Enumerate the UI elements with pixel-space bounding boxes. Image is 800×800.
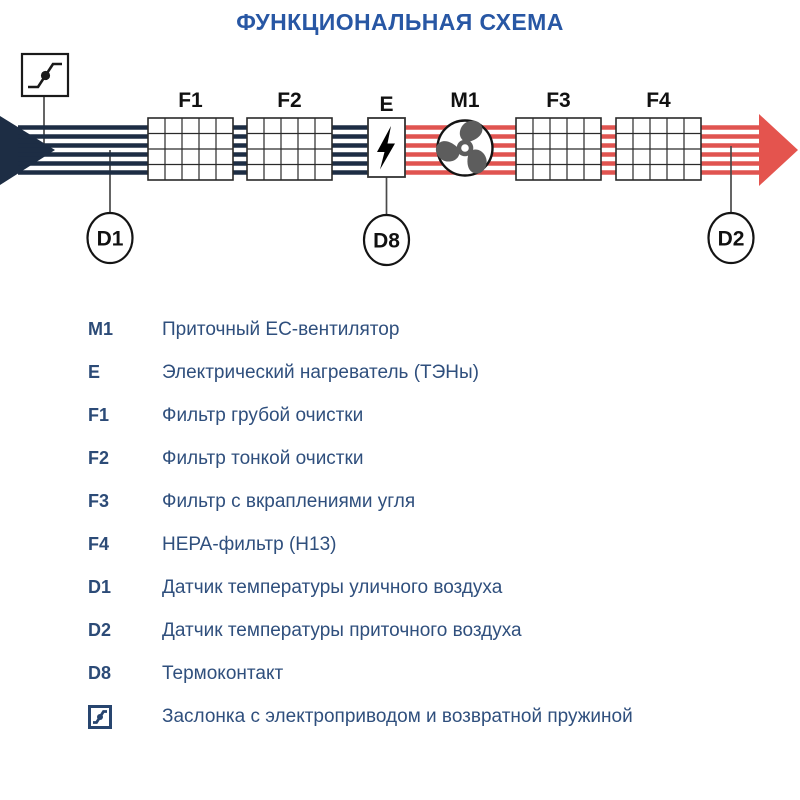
legend-key: F4 [88, 534, 110, 554]
legend-key: F1 [88, 405, 110, 425]
legend-label: HEPA-фильтр (H13) [162, 533, 337, 555]
legend-label: Фильтр грубой очистки [162, 404, 364, 426]
legend-row-e [88, 351, 768, 394]
sensor-d8 [364, 215, 409, 265]
legend-row-f4 [88, 523, 768, 566]
damper-pivot-dot [41, 71, 50, 80]
legend-label: Датчик температуры приточного воздуха [162, 619, 522, 641]
legend-label: Заслонка с электроприводом и возвратной пружиной [162, 705, 633, 727]
label-fan: M1 [450, 89, 480, 112]
legend-row-d2 [88, 609, 768, 652]
filter-f1-grid [148, 118, 233, 180]
legend-row-d8 [88, 652, 768, 695]
legend-key: F3 [88, 491, 110, 511]
damper-icon [88, 705, 112, 729]
legend-label: Приточный EC-вентилятор [162, 318, 400, 340]
legend-key: D2 [88, 620, 112, 640]
legend-row-f2 [88, 437, 768, 480]
legend-key [88, 705, 162, 729]
sensor-d1 [88, 213, 133, 263]
legend-label: Термоконтакт [162, 662, 284, 684]
filter-f2-grid [247, 118, 332, 180]
label-f2: F2 [277, 89, 302, 112]
page-title: ФУНКЦИОНАЛЬНАЯ СХЕМА [236, 9, 564, 35]
label-f3: F3 [546, 89, 571, 112]
label-heater: E [379, 93, 394, 116]
legend-key: D1 [88, 577, 112, 597]
legend-row-damper [88, 695, 768, 738]
legend-row-f1 [88, 394, 768, 437]
legend-row-d1 [88, 566, 768, 609]
legend-label: Электрический нагреватель (ТЭНы) [162, 361, 480, 383]
fan-hub-hole [461, 144, 469, 152]
sensor-d8-label: D8 [373, 229, 400, 253]
sensor-d1-label: D1 [96, 227, 124, 251]
legend-key: D8 [88, 663, 112, 683]
legend-key: F2 [88, 448, 110, 468]
legend-key: E [88, 362, 101, 382]
legend [88, 308, 768, 738]
damper-icon-dot [97, 714, 103, 720]
legend-label: Датчик температуры уличного воздуха [162, 576, 503, 598]
heater-box [368, 118, 405, 177]
supply-arrow [759, 114, 798, 186]
sensor-d2-label: D2 [717, 227, 745, 251]
filter-f3-grid [516, 118, 601, 180]
sensor-d2 [709, 213, 754, 263]
filter-f4-grid [616, 118, 701, 180]
legend-label: Фильтр тонкой очистки [162, 447, 364, 469]
legend-key: M1 [88, 319, 114, 339]
legend-row-f3 [88, 480, 768, 523]
legend-label: Фильтр с вкраплениями угля [162, 490, 416, 512]
legend-row-m1 [88, 308, 768, 351]
label-f4: F4 [646, 89, 671, 112]
label-f1: F1 [178, 89, 203, 112]
functional-diagram [0, 0, 800, 290]
